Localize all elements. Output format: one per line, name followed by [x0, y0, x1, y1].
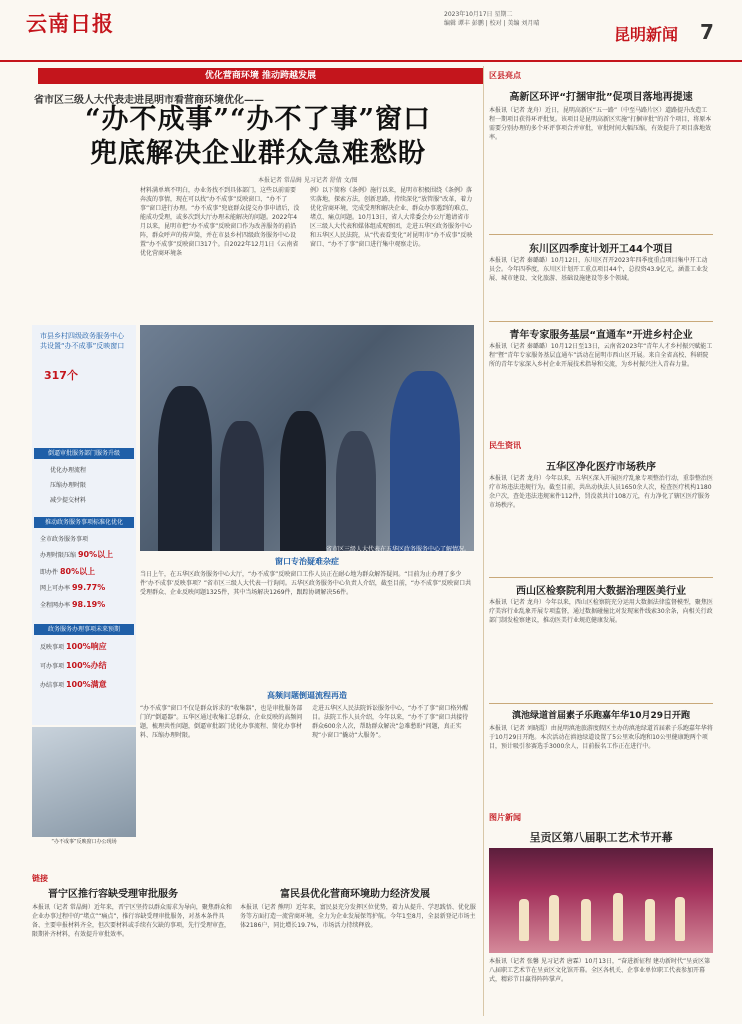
sidebar-band-1: 倒逼审批服务部门服务升级 [34, 448, 134, 459]
row-value: 100%办结 [65, 661, 107, 670]
sidebar-band-2: 推动政务服务事项标准化优化 [34, 517, 134, 528]
right-divider [489, 321, 713, 322]
link-left-title: 晋宁区推行容缺受理审批服务 [48, 889, 178, 900]
right-divider [489, 703, 713, 704]
newspaper-logo: 云南日报 [26, 11, 114, 36]
person-figure [390, 371, 460, 551]
topic-bar: 优化营商环境 推动跨越发展 [38, 68, 483, 84]
dancer-figure [613, 893, 623, 941]
issue-editors: 编辑 谭丰 彭鹏 | 校对 | 美编 刘月晴 [444, 20, 540, 27]
row-value: 99.77% [71, 583, 106, 592]
right-body-6: 本报讯（记者 刘晓霞）由昆明滇池旅游度假区主办的滇池绿道首届素子乐跑嘉年华将于10月29日开跑。本次活动在滇池绿道设置了5公里欢乐跑和10公里健康跑两个项目，预计吸引参赛选手3000余人，目前报名工作正在进行中。 [489, 725, 713, 750]
row-value: 100%满意 [65, 680, 107, 689]
row-value: 80%以上 [59, 567, 96, 576]
row-label: 即办件 [40, 569, 59, 576]
dancer-figure [675, 897, 685, 941]
dancer-figure [645, 899, 655, 941]
dancer-figure [519, 899, 529, 941]
right-body-4: 本报讯（记者 龙舟）今年以来，五华区深入开展医疗乱象专项整治行动，重拳整治医疗市场违法违规行为。截至目前，共出动执法人员1650余人次，检查医疗机构1180余户次，查处违法违规案件112件，罚没款共计108万元，有力净化了辖区医疗服务市场秩序。 [489, 475, 713, 509]
right-title-7: 呈贡区第八届职工艺术节开幕 [529, 831, 673, 844]
byline: 本报记者 常晶姆 见习记者 舒倩 文/图 [258, 177, 358, 184]
section-name: 昆明新闻 [614, 25, 679, 44]
right-title-1: 高新区环评“打捆审批”促项目落地再提速 [509, 92, 693, 103]
link-left-body: 本报讯（记者 常晶姆）近年来，晋宁区坚持以群众需求为导向，聚焦群众和企业办事过程中的“堵点”“痛点”，推行容缺受理审批服务，对基本条件具备、主要申报材料齐全，但次要材料或手续有欠缺的事项，先行受理审查，限期补齐材料，有效提升审批效率。 [32, 904, 232, 938]
column-divider [483, 66, 484, 1016]
person-figure [158, 386, 212, 551]
row-label: 反映事项 [40, 644, 65, 651]
sidebar-stat-title: 市县乡村四级政务服务中心共设置“办不成事”反映窗口 [40, 332, 125, 350]
subhead-process: 高频问题倒逼流程再造 [267, 691, 347, 700]
person-figure [220, 421, 264, 551]
row-label: 可办事项 [40, 663, 65, 670]
right-divider [489, 234, 713, 235]
person-figure [280, 411, 326, 551]
kicker-line: 省市区三级人大代表走进昆明市看营商环境优化—— [34, 95, 264, 106]
dancer-figure [549, 895, 559, 941]
page-number: 7 [700, 20, 714, 44]
sidebar-row [40, 566, 95, 577]
dancer-figure [581, 899, 591, 941]
sidebar-photo-caption: “办不成事”反映窗口办公现场 [51, 839, 117, 845]
right-title-6: 滇池绿道首届素子乐跑嘉年华10月29日开跑 [511, 711, 691, 721]
headline-line-2: 兜底解决企业群众急难愁盼 [90, 138, 426, 169]
sidebar-row [40, 641, 107, 652]
right-body-3: 本报讯（记者 秦璐璐）10月12日至13日，云南省2023年“青年人才乡村振兴赋能工程”暨“青年专家服务基层直通车”活动在昆明市西山区开展。来自全省高校、科研院所的青年专家深入乡村企业开展技术指导和交流，为乡村振兴注入青春力量。 [489, 343, 713, 368]
body-section-c: 走进五华区人民法院诉讼服务中心，“办不了事”窗口格外醒目。法院工作人员介绍，今年以来，“办不了事”窗口共接待群众600余人次，帮助群众解决“急难愁盼”问题，真正实现“小窗口”撬动“大服务”。 [312, 705, 469, 739]
right-title-3: 青年专家服务基层“直通车”开进乡村企业 [509, 330, 693, 341]
link-right-title: 富民县优化营商环境助力经济发展 [280, 889, 430, 900]
sidebar-row [40, 549, 113, 560]
body-section-b: “办不成事”窗口不仅是群众诉求的“收集器”，也是审批服务部门的“倒逼器”。五华区通过收集汇总群众、企业反映的高频问题，梳理共性问题，倒逼审批部门优化办事流程、简化办事材料、压缩办理时限。 [140, 705, 303, 739]
right-title-5: 西山区检察院利用大数据治理医美行业 [516, 586, 686, 597]
issue-date: 2023年10月17日 星期二 [444, 11, 513, 18]
sidebar-row [40, 583, 105, 592]
right-section-tag-1: 区县亮点 [489, 71, 521, 80]
row-label: 全市政务服务事项 [40, 536, 89, 543]
row-label: 网上可办率 [40, 585, 71, 592]
row-label: 办结事项 [40, 682, 65, 689]
person-figure [336, 431, 376, 551]
link-right-body: 本报讯（记者 熊明）近年来，富民县充分发挥区位优势，着力从提升、学思践悟、优化服务等方面打造一流营商环境，全力为企业发展保驾护航。今年1至8月，全县新登记市场主体2186户，同比增长19.7%，市场活力持续释放。 [240, 904, 476, 929]
right-section-tag-2: 民生资讯 [489, 441, 521, 450]
link-section-tag: 链接 [32, 874, 48, 883]
row-value: 98.19% [71, 600, 106, 609]
issue-info [444, 10, 604, 28]
right-body-5: 本报讯（记者 龙舟）今年以来，西山区检察院充分运用大数据法律监督模型，聚焦医疗美容行业乱象开展专项监督，通过数据碰撞比对发现案件线索30余条，向相关行政部门制发检察建议，推动医美行业规范健康发展。 [489, 599, 713, 624]
headline-line-1: “办不成事”“办不了事”窗口 [84, 104, 432, 135]
row-label: 办理时限压缩 [40, 552, 77, 559]
sidebar-photo [32, 727, 136, 837]
sidebar-row [40, 600, 105, 609]
masthead [0, 0, 742, 62]
main-photo-caption: 省市区三级人大代表在五华区政务服务中心了解情况。 [325, 546, 470, 553]
subhead-window: 窗口专治疑难杂症 [275, 557, 339, 566]
right-title-4: 五华区净化医疗市场秩序 [546, 462, 656, 473]
sidebar-row [40, 534, 88, 543]
row-value: 90%以上 [77, 550, 114, 559]
sidebar-stat-value: 317个 [44, 369, 78, 382]
sidebar-band-3: 政务服务办理事项未来预期 [34, 624, 134, 635]
right-body-1: 本报讯（记者 龙舟）近日，昆明高新区“五一路”（中至马路片区）道路提升改造工程一期项目获得环评批复。该项目是昆明高新区实施“打捆审批”的首个项目，将原本需要分别办理的多个环评事项合并审批，审批时间大幅压缩，有效提升了项目落地效率。 [489, 107, 712, 141]
sidebar-item: 压缩办理时限 [50, 482, 87, 489]
sidebar-item: 优化办理流程 [50, 467, 87, 474]
right-divider [489, 577, 713, 578]
arts-festival-caption: 本报讯（记者 张馨 见习记者 唐霖）10月13日，“奋进新征程 建功新时代”呈贡区第八届职工艺术节在呈贡区文化馆开幕。全区各机关、企事业单位职工代表参加开幕式，精彩节目赢得阵阵掌声。 [489, 958, 711, 983]
sidebar-row [40, 660, 107, 671]
right-title-2: 东川区四季度计划开工44个项目 [529, 244, 673, 255]
right-body-2: 本报讯（记者 秦璐璐）10月12日，东川区召开2023年四季度重点项目集中开工动员会。今年四季度，东川区计划开工重点项目44个，总投资43.9亿元，涵盖工业发展、城市建设、文化旅游、基础设施建设等多个领域。 [489, 257, 708, 282]
row-label: 全程网办率 [40, 602, 71, 609]
arts-festival-photo [489, 848, 713, 953]
sidebar-item: 减少提交材料 [50, 497, 87, 504]
intro-left: 材料满单填不明白，办业务找不到具体部门，这些以前需要奔波的事情，现在可以找“办不成事”反映窗口、“办不了事”窗口进行办理。“办不成事”兜底群众提交办事申请后，没能成功受理，或多次到大厅办理未能解决的问题。2022年4月以来，昆明市把“办不成事”反映窗口作为改善服务的前沿阵，群众呼声的传声筒，并在市县乡村四级政务服务中心设置“办不成事”反映窗口317个。自2022年12月1日《云南省优化营商环境条 [140, 187, 300, 257]
row-value: 100%响应 [65, 642, 107, 651]
right-section-tag-3: 图片新闻 [489, 813, 521, 822]
main-photo [140, 325, 474, 551]
body-section-a: 当日上午，在五华区政务服务中心大厅，“办不成事”反映窗口工作人员正在耐心地为群众解答疑问。“目前为止办理了多少件‘办不成事’反映事项？”省市区三级人大代表一行询问。五华区政务服务中心负责人介绍，截至目前，“办不成事”反映窗口共受理群众、企业反映问题1325件，其中当场解决1269件，跟踪协调解决56件。 [140, 571, 472, 596]
sidebar-row [40, 679, 107, 690]
main-headline [48, 103, 468, 171]
intro-right: 例》以下简称《条例》施行以来，昆明市积极围绕《条例》落实落地，探索方法，创新思路，持续深化“放管服”改革，着力优化营商环境，完成受理和解决企业、群众办事遇到的难点、堵点、痛点问题。10月13日，省人大常委会办公厅邀请省市区三级人大代表和媒体组成观察团，走进五华区政务服务中心和五华区人民法院，从“代表看变化”对昆明市“办不成事”反映窗口、“办不了事”窗口进行集中观察走访。 [310, 187, 473, 248]
